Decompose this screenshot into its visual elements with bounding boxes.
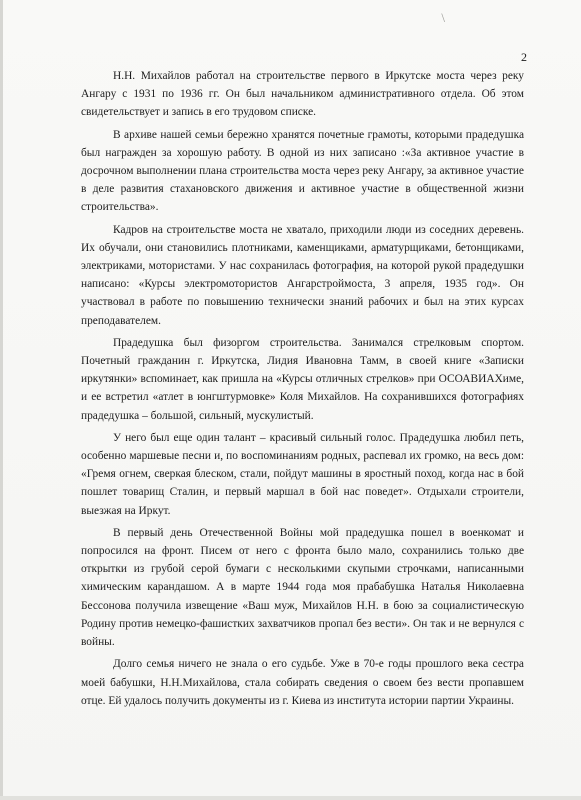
paragraph-2: В архиве нашей семьи бережно хранятся почетные грамоты, которыми прадедушка был награжден за хорошую работу. В одной из них записано :«За активное участие в досрочном выполнении плана строительства моста через реку Ангару, за активное участие в деле развития стахановского движения и активное участие в общественной жизни строительства». bbox=[81, 128, 524, 214]
paragraph-6: В первый день Отечественной Войны мой прадедушка пошел в военкомат и попросился на фронт. Писем от него с фронта было мало, сохранились только две открытки из грубой серой бумаги с несколькими скупыми строчками, написанными химическим карандашом. А в марте 1944 года моя прабабушка Наталья Николаевна Бессонова получила извещение «Ваш муж, Михайлов Н.Н. в бою за социалистическую Родину против немецко-фашистких захватчиков пропал без вести». Он так и не вернулся с войны. bbox=[81, 526, 524, 649]
scan-left-edge bbox=[0, 0, 3, 800]
corner-mark: \ bbox=[441, 10, 445, 25]
paragraph-4: Прадедушка был физоргом строительства. Занимался стрелковым спортом. Почетный гражданин г. Иркутска, Лидия Ивановна Тамм, в своей книге «Записки иркутянки» вспоминает, как пришла на «Курсы отличных стрелков» при ОСОАВИАХиме, и ее встретил «атлет в юнгштурмовке» Коля Михайлов. На сохранившихся фотографиях прадедушка – большой, сильный, мускулистый. bbox=[81, 336, 524, 422]
paragraph-5: У него был еще один талант – красивый сильный голос. Прадедушка любил петь, особенно маршевые песни и, по воспоминаниям родных, распевал их громко, на весь дом: «Гремя огнем, сверкая блеском, стали, пойдут машины в яростный поход, когда нас в бой пошлет товарищ Сталин, и первый маршал в бой нас поведет». Отдыхали строители, выезжая на Иркут. bbox=[81, 431, 524, 517]
body-text bbox=[81, 67, 524, 714]
paragraph-3: Кадров на строительстве моста не хватало, приходили люди из соседних деревень. Их обучали, они становились плотниками, каменщиками, арматурщиками, бетонщиками, электриками, мотористами. У нас сохранилась фотография, на которой рукой прадедушки написано: «Курсы электромотористов Ангарстроймоста, 3 апреля, 1935 год». Он участвовал в работе по повышению технически знаний рабочих и был на этих курсах преподавателем. bbox=[81, 223, 524, 327]
scan-bottom-edge bbox=[0, 796, 581, 800]
page-number: 2 bbox=[521, 50, 527, 64]
paragraph-1: Н.Н. Михайлов работал на строительстве первого в Иркутске моста через реку Ангару с 1931 по 1936 гг. Он был начальником административного отдела. Об этом свидетельствует и запись в его трудовом списке. bbox=[81, 70, 524, 119]
paragraph-7: Долго семья ничего не знала о его судьбе. Уже в 70-е годы прошлого века сестра моей бабушки, Н.Н.Михайлова, стала собирать сведения о своем без вести пропавшем отце. Ей удалось получить документы из г. Киева из института истории партии Украины. bbox=[81, 658, 524, 707]
